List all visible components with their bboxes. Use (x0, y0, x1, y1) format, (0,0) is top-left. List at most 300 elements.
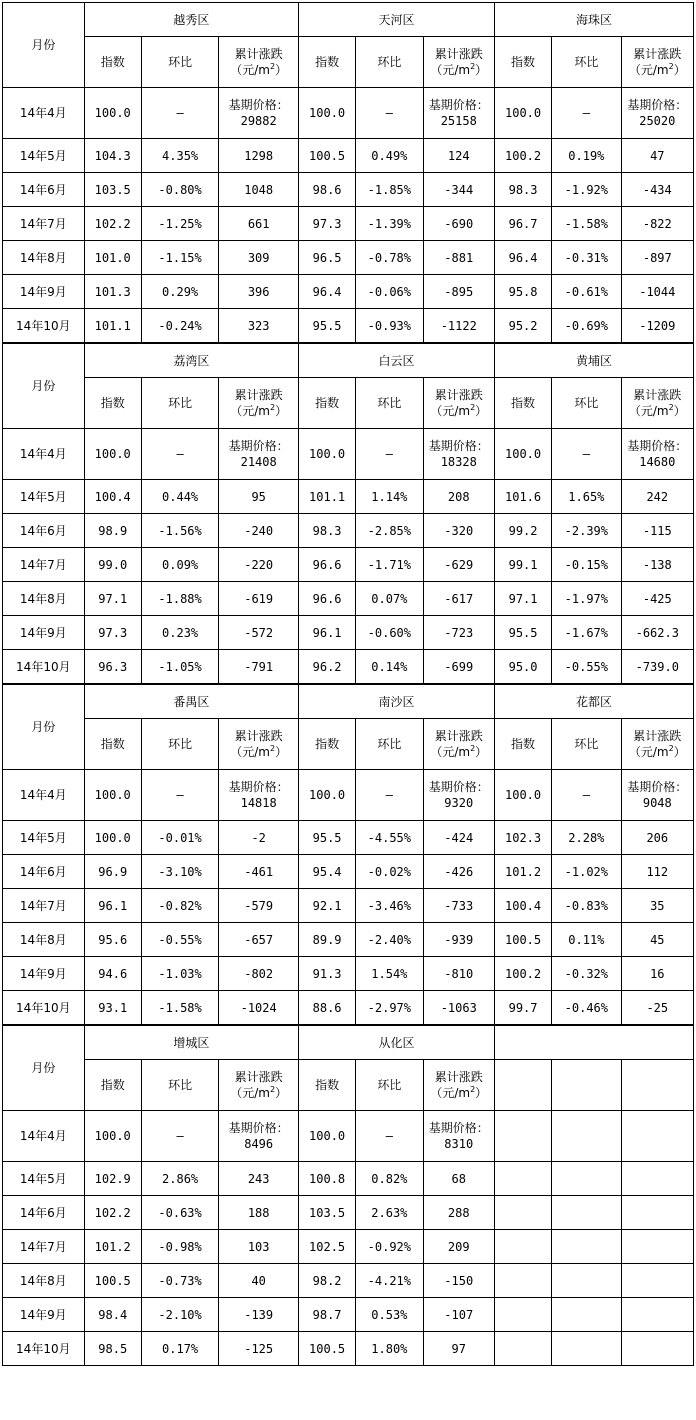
table-row (3, 1298, 694, 1332)
month-cell: 14年8月 (3, 923, 85, 957)
index-cell: 95.5 (494, 616, 551, 650)
base-price-value: 14680 (639, 455, 676, 469)
cumulative-cell (423, 88, 494, 139)
index-cell: 95.5 (299, 309, 356, 343)
index-cell: 95.4 (299, 855, 356, 889)
index-cell: 96.6 (299, 582, 356, 616)
index-cell: 98.3 (494, 173, 551, 207)
cumulative-header-line1: 累计涨跌 (434, 388, 483, 402)
mom-cell: -4.55% (356, 821, 423, 855)
cumulative-cell: -320 (423, 514, 494, 548)
mom-cell: -0.15% (552, 548, 621, 582)
empty-cell (621, 1332, 693, 1366)
month-cell: 14年10月 (3, 1332, 85, 1366)
mom-cell: -1.25% (141, 207, 219, 241)
cumulative-cell: 1048 (219, 173, 299, 207)
index-cell: 88.6 (299, 991, 356, 1025)
cumulative-cell (219, 1111, 299, 1162)
index-cell: 100.5 (494, 923, 551, 957)
table-row (3, 207, 694, 241)
district-header: 海珠区 (494, 3, 693, 37)
price-index-sheet (2, 2, 693, 1366)
mom-header: 环比 (552, 378, 621, 429)
index-cell: 103.5 (84, 173, 141, 207)
index-cell: 101.2 (84, 1230, 141, 1264)
cumulative-cell: 323 (219, 309, 299, 343)
empty-cell (621, 1264, 693, 1298)
mom-cell: — (356, 770, 423, 821)
cumulative-cell: -810 (423, 957, 494, 991)
index-cell: 100.0 (84, 429, 141, 480)
index-cell: 100.8 (299, 1162, 356, 1196)
cumulative-cell: 124 (423, 139, 494, 173)
index-header: 指数 (84, 1060, 141, 1111)
mom-cell: -1.58% (141, 991, 219, 1025)
table-row (3, 275, 694, 309)
cumulative-header (219, 719, 299, 770)
mom-cell: 0.53% (356, 1298, 423, 1332)
unit-prefix: （元/m (430, 1086, 471, 1100)
month-header: 月份 (3, 685, 85, 770)
index-cell: 96.4 (494, 241, 551, 275)
empty-cell (494, 1264, 551, 1298)
unit-superscript: 2 (269, 1085, 276, 1094)
mom-cell: -2.39% (552, 514, 621, 548)
table-row (3, 1196, 694, 1230)
cumulative-cell: -579 (219, 889, 299, 923)
table-row (3, 855, 694, 889)
cumulative-cell: 288 (423, 1196, 494, 1230)
mom-cell: 1.54% (356, 957, 423, 991)
table-row (3, 770, 694, 821)
cumulative-header-unit (424, 744, 494, 760)
empty-cell (552, 1162, 621, 1196)
district-header: 南沙区 (299, 685, 495, 719)
cumulative-cell: -690 (423, 207, 494, 241)
unit-prefix: （元/m (230, 1086, 270, 1100)
month-cell: 14年9月 (3, 616, 85, 650)
mom-cell: 0.14% (356, 650, 423, 684)
unit-suffix: ） (475, 63, 488, 77)
table-row (3, 616, 694, 650)
index-cell: 98.3 (299, 514, 356, 548)
month-cell: 14年10月 (3, 309, 85, 343)
mom-cell: -0.98% (141, 1230, 219, 1264)
month-cell: 14年8月 (3, 582, 85, 616)
unit-suffix: ） (275, 63, 288, 77)
index-header: 指数 (494, 719, 551, 770)
mom-cell: -1.56% (141, 514, 219, 548)
index-cell: 100.4 (84, 480, 141, 514)
cumulative-cell (621, 429, 694, 480)
index-cell: 98.5 (84, 1332, 141, 1366)
base-price-label: 基期价格： (228, 1121, 289, 1135)
index-cell: 95.8 (494, 275, 551, 309)
cumulative-cell: -2 (219, 821, 299, 855)
mom-header: 环比 (141, 1060, 219, 1111)
cumulative-cell: -572 (219, 616, 299, 650)
mom-cell: — (141, 88, 219, 139)
cumulative-cell: -617 (423, 582, 494, 616)
cumulative-cell: -434 (621, 173, 694, 207)
district-header: 增城区 (84, 1026, 298, 1060)
cumulative-cell: 35 (621, 889, 694, 923)
index-cell: 98.2 (299, 1264, 356, 1298)
base-price-label: 基期价格： (428, 780, 489, 794)
cumulative-cell: -1044 (621, 275, 694, 309)
mom-cell: -0.82% (141, 889, 219, 923)
cumulative-header (423, 1060, 494, 1111)
index-header: 指数 (299, 378, 356, 429)
month-cell: 14年5月 (3, 821, 85, 855)
mom-cell: -0.73% (141, 1264, 219, 1298)
index-header: 指数 (84, 719, 141, 770)
table-row (3, 173, 694, 207)
cumulative-cell: -461 (219, 855, 299, 889)
month-cell: 14年6月 (3, 855, 85, 889)
base-price-value: 25020 (639, 114, 676, 128)
unit-superscript: 2 (470, 744, 476, 753)
index-header: 指数 (494, 37, 551, 88)
index-cell: 98.4 (84, 1298, 141, 1332)
cumulative-cell: 309 (219, 241, 299, 275)
cumulative-cell (219, 770, 299, 821)
unit-superscript: 2 (470, 403, 476, 412)
mom-cell: 2.28% (552, 821, 621, 855)
base-price-label: 基期价格： (228, 780, 289, 794)
index-header: 指数 (299, 37, 356, 88)
mom-cell: -1.67% (552, 616, 621, 650)
mom-cell: -0.61% (552, 275, 621, 309)
cumulative-header-unit (622, 403, 694, 419)
index-cell: 102.9 (84, 1162, 141, 1196)
cumulative-header-line1: 累计涨跌 (234, 388, 283, 402)
mom-cell: -1.92% (552, 173, 621, 207)
mom-cell: -0.80% (141, 173, 219, 207)
index-cell: 102.5 (299, 1230, 356, 1264)
mom-cell: 0.09% (141, 548, 219, 582)
mom-cell: -0.93% (356, 309, 423, 343)
table-row (3, 957, 694, 991)
cumulative-header (219, 1060, 299, 1111)
cumulative-header-line1: 累计涨跌 (434, 1070, 483, 1084)
cumulative-cell (219, 429, 299, 480)
cumulative-cell: -895 (423, 275, 494, 309)
cumulative-cell: 40 (219, 1264, 299, 1298)
district-header: 白云区 (299, 344, 495, 378)
unit-superscript: 2 (470, 1085, 476, 1094)
unit-suffix: ） (275, 1086, 288, 1100)
cumulative-cell: 208 (423, 480, 494, 514)
empty-cell (494, 1060, 551, 1111)
table-row (3, 1332, 694, 1366)
index-cell: 101.0 (84, 241, 141, 275)
index-cell: 95.5 (299, 821, 356, 855)
index-cell: 100.5 (299, 139, 356, 173)
cumulative-cell: -662.3 (621, 616, 694, 650)
index-cell: 97.1 (84, 582, 141, 616)
index-cell: 100.5 (299, 1332, 356, 1366)
mom-cell: -1.97% (552, 582, 621, 616)
index-cell: 95.6 (84, 923, 141, 957)
cumulative-cell: -733 (423, 889, 494, 923)
index-cell: 100.5 (84, 1264, 141, 1298)
district-header: 从化区 (299, 1026, 495, 1060)
cumulative-cell: -939 (423, 923, 494, 957)
index-cell: 95.0 (494, 650, 551, 684)
table-row (3, 548, 694, 582)
unit-prefix: （元/m (230, 404, 270, 418)
unit-suffix: ） (673, 745, 686, 759)
cumulative-cell: -424 (423, 821, 494, 855)
mom-cell: 1.65% (552, 480, 621, 514)
mom-cell: -2.97% (356, 991, 423, 1025)
cumulative-cell: 242 (621, 480, 694, 514)
mom-cell: 0.44% (141, 480, 219, 514)
cumulative-header-unit (219, 1085, 298, 1101)
cumulative-cell: 188 (219, 1196, 299, 1230)
month-cell: 14年8月 (3, 1264, 85, 1298)
index-cell: 96.3 (84, 650, 141, 684)
month-header: 月份 (3, 3, 85, 88)
index-cell: 92.1 (299, 889, 356, 923)
cumulative-cell: -1209 (621, 309, 694, 343)
mom-cell: -1.88% (141, 582, 219, 616)
cumulative-cell: -791 (219, 650, 299, 684)
empty-cell (494, 1332, 551, 1366)
index-cell: 96.7 (494, 207, 551, 241)
cumulative-cell: -619 (219, 582, 299, 616)
mom-cell: 0.17% (141, 1332, 219, 1366)
cumulative-cell: 1298 (219, 139, 299, 173)
mom-cell: — (141, 1111, 219, 1162)
table-row (3, 1111, 694, 1162)
base-price-label: 基期价格： (428, 439, 489, 453)
mom-cell: -2.85% (356, 514, 423, 548)
index-cell: 100.0 (299, 1111, 356, 1162)
mom-cell: 0.19% (552, 139, 621, 173)
mom-cell: 0.49% (356, 139, 423, 173)
mom-cell: -1.58% (552, 207, 621, 241)
cumulative-header-line1: 累计涨跌 (434, 729, 483, 743)
cumulative-cell: -822 (621, 207, 694, 241)
unit-superscript: 2 (470, 62, 476, 71)
empty-cell (621, 1230, 693, 1264)
empty-cell (621, 1196, 693, 1230)
month-cell: 14年7月 (3, 1230, 85, 1264)
mom-header: 环比 (141, 378, 219, 429)
cumulative-header (219, 37, 299, 88)
mom-cell: -1.02% (552, 855, 621, 889)
mom-header: 环比 (356, 1060, 423, 1111)
table-row (3, 582, 694, 616)
cumulative-header (621, 37, 694, 88)
mom-cell: -4.21% (356, 1264, 423, 1298)
index-cell: 100.0 (299, 429, 356, 480)
table-row (3, 1264, 694, 1298)
table-row (3, 139, 694, 173)
mom-header: 环比 (552, 37, 621, 88)
month-cell: 14年9月 (3, 275, 85, 309)
month-header: 月份 (3, 344, 85, 429)
cumulative-cell: -150 (423, 1264, 494, 1298)
cumulative-cell: -115 (621, 514, 694, 548)
cumulative-cell: -344 (423, 173, 494, 207)
unit-superscript: 2 (668, 403, 674, 412)
empty-cell (494, 1298, 551, 1332)
cumulative-cell: 661 (219, 207, 299, 241)
mom-cell: -0.24% (141, 309, 219, 343)
mom-cell: -1.15% (141, 241, 219, 275)
index-cell: 89.9 (299, 923, 356, 957)
month-cell: 14年6月 (3, 1196, 85, 1230)
unit-suffix: ） (275, 745, 288, 759)
mom-cell: -0.46% (552, 991, 621, 1025)
cumulative-cell: -139 (219, 1298, 299, 1332)
index-cell: 101.1 (299, 480, 356, 514)
mom-cell: 2.86% (141, 1162, 219, 1196)
index-cell: 99.7 (494, 991, 551, 1025)
district-header: 番禺区 (84, 685, 298, 719)
base-price-value: 25158 (440, 114, 477, 128)
unit-prefix: （元/m (628, 63, 669, 77)
index-header: 指数 (299, 1060, 356, 1111)
empty-cell (552, 1111, 621, 1162)
mom-cell: -0.31% (552, 241, 621, 275)
month-cell: 14年4月 (3, 770, 85, 821)
mom-cell: -1.39% (356, 207, 423, 241)
unit-suffix: ） (673, 404, 686, 418)
month-cell: 14年10月 (3, 650, 85, 684)
index-cell: 101.2 (494, 855, 551, 889)
cumulative-cell: 103 (219, 1230, 299, 1264)
unit-prefix: （元/m (430, 404, 471, 418)
month-header: 月份 (3, 1026, 85, 1111)
month-cell: 14年4月 (3, 1111, 85, 1162)
month-cell: 14年9月 (3, 957, 85, 991)
unit-superscript: 2 (668, 62, 674, 71)
unit-suffix: ） (475, 404, 488, 418)
mom-cell: -0.83% (552, 889, 621, 923)
index-cell: 97.3 (299, 207, 356, 241)
cumulative-cell (621, 770, 694, 821)
mom-cell: -2.40% (356, 923, 423, 957)
index-cell: 97.1 (494, 582, 551, 616)
empty-cell (552, 1230, 621, 1264)
mom-cell: -3.10% (141, 855, 219, 889)
index-cell: 104.3 (84, 139, 141, 173)
unit-suffix: ） (673, 63, 686, 77)
empty-cell (494, 1111, 551, 1162)
month-cell: 14年7月 (3, 889, 85, 923)
mom-header: 环比 (141, 37, 219, 88)
cumulative-header-line1: 累计涨跌 (234, 47, 283, 61)
cumulative-cell (219, 88, 299, 139)
district-header: 黄埔区 (494, 344, 693, 378)
index-cell: 96.9 (84, 855, 141, 889)
index-cell: 97.3 (84, 616, 141, 650)
cumulative-header-unit (219, 62, 298, 78)
mom-cell: 0.23% (141, 616, 219, 650)
cumulative-cell: 209 (423, 1230, 494, 1264)
mom-cell: -0.06% (356, 275, 423, 309)
cumulative-header-unit (219, 403, 298, 419)
table-row (3, 821, 694, 855)
index-cell: 96.1 (299, 616, 356, 650)
index-cell: 100.0 (299, 88, 356, 139)
index-cell: 96.6 (299, 548, 356, 582)
table-row (3, 429, 694, 480)
index-cell: 100.0 (494, 429, 551, 480)
mom-header: 环比 (141, 719, 219, 770)
unit-superscript: 2 (668, 744, 674, 753)
mom-cell: -1.71% (356, 548, 423, 582)
empty-cell (494, 1196, 551, 1230)
cumulative-cell: 396 (219, 275, 299, 309)
index-cell: 93.1 (84, 991, 141, 1025)
index-cell: 98.6 (299, 173, 356, 207)
mom-cell: -0.32% (552, 957, 621, 991)
table-row (3, 514, 694, 548)
mom-cell: 1.14% (356, 480, 423, 514)
district-table-3 (2, 684, 694, 1025)
mom-cell: -0.55% (552, 650, 621, 684)
district-header: 天河区 (299, 3, 495, 37)
mom-cell: -0.60% (356, 616, 423, 650)
unit-prefix: （元/m (230, 63, 270, 77)
table-row (3, 241, 694, 275)
cumulative-cell: 47 (621, 139, 694, 173)
base-price-label: 基期价格： (428, 98, 489, 112)
cumulative-cell: -723 (423, 616, 494, 650)
mom-cell: 0.07% (356, 582, 423, 616)
unit-prefix: （元/m (430, 745, 471, 759)
index-cell: 96.5 (299, 241, 356, 275)
cumulative-cell (423, 1111, 494, 1162)
empty-cell (621, 1162, 693, 1196)
base-price-label: 基期价格： (428, 1121, 489, 1135)
unit-superscript: 2 (269, 403, 276, 412)
index-cell: 91.3 (299, 957, 356, 991)
cumulative-cell: 45 (621, 923, 694, 957)
mom-cell: 1.80% (356, 1332, 423, 1366)
index-cell: 98.9 (84, 514, 141, 548)
cumulative-header-unit (219, 744, 298, 760)
cumulative-cell: 243 (219, 1162, 299, 1196)
cumulative-header-line1: 累计涨跌 (434, 47, 483, 61)
cumulative-header (621, 378, 694, 429)
empty-cell (621, 1060, 693, 1111)
index-cell: 102.2 (84, 207, 141, 241)
month-cell: 14年7月 (3, 207, 85, 241)
mom-cell: -0.63% (141, 1196, 219, 1230)
mom-cell: 0.82% (356, 1162, 423, 1196)
cumulative-cell (423, 770, 494, 821)
empty-cell (552, 1060, 621, 1111)
mom-cell: -0.02% (356, 855, 423, 889)
cumulative-cell: -138 (621, 548, 694, 582)
cumulative-cell: -802 (219, 957, 299, 991)
month-cell: 14年8月 (3, 241, 85, 275)
cumulative-header (219, 378, 299, 429)
mom-cell: — (552, 770, 621, 821)
unit-prefix: （元/m (230, 745, 270, 759)
cumulative-cell (621, 88, 694, 139)
district-table-1 (2, 2, 694, 343)
mom-cell: — (356, 1111, 423, 1162)
base-price-value: 9048 (642, 796, 672, 810)
cumulative-cell: -699 (423, 650, 494, 684)
